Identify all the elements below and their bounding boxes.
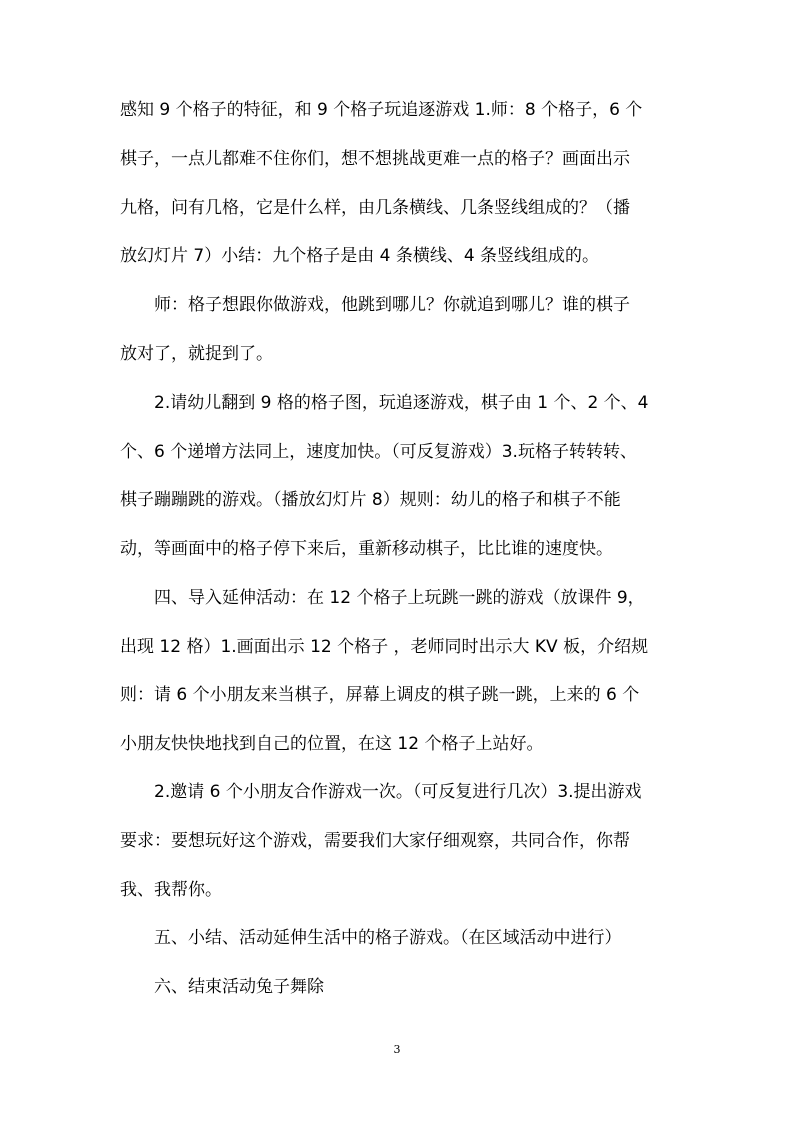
- text-line: 棋子蹦蹦跳的游戏。（播放幻灯片 8）规则：幼儿的格子和棋子不能: [120, 490, 621, 510]
- text-line: 五、小结、活动延伸生活中的格子游戏。（在区域活动中进行）: [154, 928, 622, 948]
- text-line: 放对了，就捉到了。: [120, 344, 273, 364]
- text-line: 六、结束活动兔子舞除: [154, 977, 324, 997]
- text-line: 感知 9 个格子的特征，和 9 个格子玩追逐游戏 1.师：8 个格子，6 个: [120, 100, 643, 120]
- text-line: 动，等画面中的格子停下来后，重新移动棋子，比比谁的速度快。: [120, 539, 613, 559]
- text-line: 2.请幼儿翻到 9 格的格子图，玩追逐游戏，棋子由 1 个、2 个、4: [154, 393, 649, 413]
- text-line: 师：格子想跟你做游戏，他跳到哪儿？你就追到哪儿？谁的棋子: [154, 295, 630, 315]
- text-line: 棋子，一点儿都难不住你们，想不想挑战更难一点的格子？画面出示: [120, 149, 630, 169]
- text-line: 九格，问有几格，它是什么样，由几条横线、几条竖线组成的？（播: [120, 198, 630, 218]
- page-number: 3: [393, 1043, 401, 1056]
- text-line: 要求：要想玩好这个游戏，需要我们大家仔细观察，共同合作，你帮: [120, 831, 630, 851]
- text-line: 小朋友快快地找到自己的位置，在这 12 个格子上站好。: [120, 734, 544, 754]
- text-line: 个、6 个递增方法同上，速度加快。（可反复游戏）3.玩格子转转转、: [120, 442, 637, 462]
- text-line: 四、导入延伸活动：在 12 个格子上玩跳一跳的游戏（放课件 9，: [154, 588, 645, 608]
- text-line: 我、我帮你。: [120, 880, 222, 900]
- text-line: 则：请 6 个小朋友来当棋子，屏幕上调皮的棋子跳一跳，上来的 6 个: [120, 685, 640, 705]
- text-line: 放幻灯片 7）小结：九个格子是由 4 条横线、4 条竖线组成的。: [120, 246, 600, 266]
- text-line: 2.邀请 6 个小朋友合作游戏一次。（可反复进行几次）3.提出游戏: [154, 782, 642, 802]
- text-line: 出现 12 格）1.画面出示 12 个格子 ，老师同时出示大 KV 板，介绍规: [120, 637, 649, 657]
